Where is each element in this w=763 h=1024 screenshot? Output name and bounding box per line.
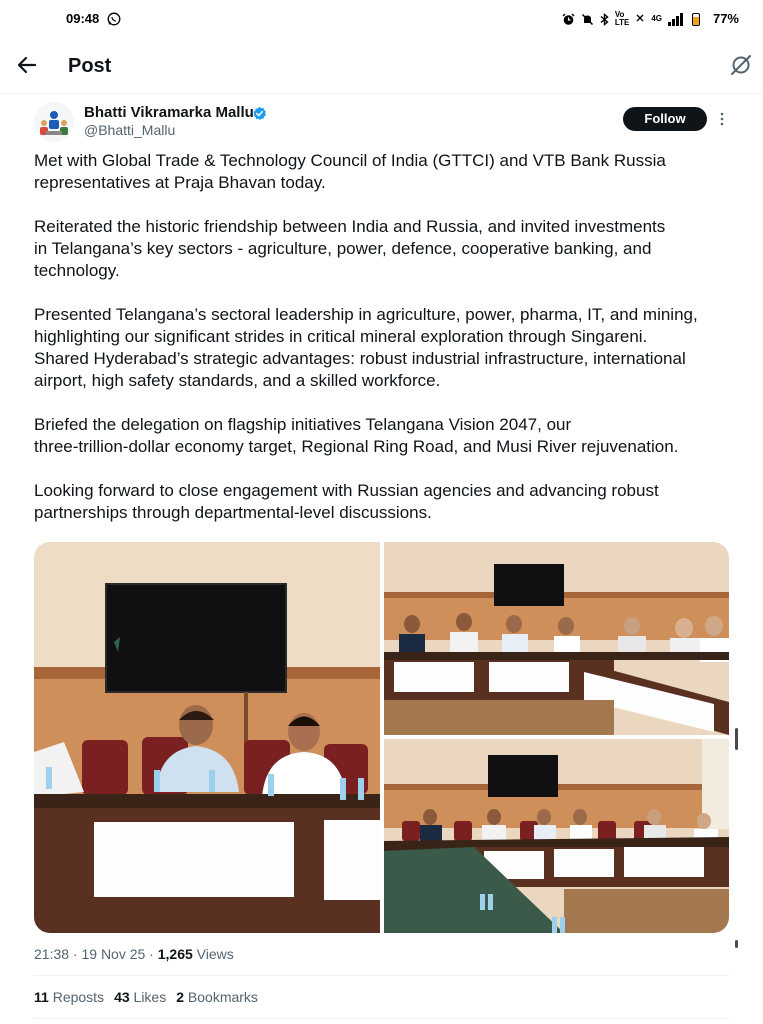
signal-icon bbox=[668, 13, 683, 26]
grok-icon[interactable] bbox=[729, 53, 753, 77]
page-title: Post bbox=[68, 55, 112, 77]
post-text bbox=[34, 150, 734, 546]
post-paragraph: Reiterated the historic friendship between India and Russia, and invited investments in Telangana’s key sectors - agriculture, power, defence, cooperative banking, and technology. bbox=[34, 217, 666, 280]
battery-percent: 77% bbox=[712, 11, 739, 26]
status-time: 09:48 bbox=[66, 11, 100, 26]
bookmarks-count: 2 bbox=[176, 989, 185, 1005]
divider bbox=[34, 1018, 729, 1019]
bookmarks-stat[interactable] bbox=[176, 989, 258, 1005]
back-arrow-icon[interactable] bbox=[14, 52, 40, 78]
post-timestamp[interactable]: 21:38 · 19 Nov 25 · bbox=[34, 946, 158, 962]
media-photo-3[interactable] bbox=[384, 739, 729, 933]
whatsapp-icon bbox=[107, 12, 121, 26]
battery-fill bbox=[693, 17, 699, 25]
mute-icon bbox=[581, 13, 594, 26]
likes-count: 43 bbox=[114, 989, 130, 1005]
network-gen-label: 4G bbox=[651, 14, 662, 23]
likes-stat[interactable] bbox=[114, 989, 166, 1005]
top-bar bbox=[0, 38, 763, 94]
battery-icon bbox=[692, 13, 700, 26]
volte-label: Vo LTE bbox=[614, 10, 630, 27]
views-count: 1,265 bbox=[157, 946, 193, 962]
likes-label: Likes bbox=[129, 989, 167, 1005]
author-handle[interactable]: @Bhatti_Mallu bbox=[84, 122, 176, 138]
status-icons bbox=[562, 11, 683, 27]
media-grid bbox=[34, 542, 729, 933]
scrollbar-thumb[interactable] bbox=[735, 728, 738, 750]
reposts-label: Reposts bbox=[48, 989, 105, 1005]
verified-badge-icon bbox=[252, 106, 267, 121]
alarm-icon bbox=[562, 13, 575, 26]
author-name[interactable]: Bhatti Vikramarka Mallu bbox=[84, 104, 254, 121]
media-photo-1[interactable] bbox=[34, 542, 380, 933]
post-paragraph: Presented Telangana’s sectoral leadership in agriculture, power, pharma, IT, and mining, highlighting our significant strides in critical mineral exploration through Singareni. Shared Hyderabad’s strategic advantages: robust industrial infrastructure, international airport, high safety standards, and a skilled workforce. bbox=[34, 305, 698, 390]
scrollbar-marker bbox=[735, 940, 738, 948]
post-paragraph: Looking forward to close engagement with Russian agencies and advancing robust partnerships through departmental-level discussions. bbox=[34, 481, 659, 522]
avatar[interactable] bbox=[34, 102, 74, 142]
status-bar bbox=[0, 0, 763, 38]
reposts-stat[interactable] bbox=[34, 989, 104, 1005]
post-stats bbox=[34, 989, 258, 1005]
media-photo-2[interactable] bbox=[384, 542, 729, 735]
bluetooth-icon bbox=[600, 13, 609, 26]
reposts-count: 11 bbox=[34, 989, 49, 1005]
divider bbox=[34, 975, 729, 976]
wifi-off-icon bbox=[635, 13, 645, 26]
post-paragraph: Met with Global Trade & Technology Council of India (GTTCI) and VTB Bank Russia representatives at Praja Bhavan today. bbox=[34, 151, 666, 192]
more-options-icon[interactable] bbox=[716, 110, 728, 128]
bookmarks-label: Bookmarks bbox=[184, 989, 258, 1005]
follow-button[interactable]: Follow bbox=[623, 107, 707, 131]
post-meta bbox=[34, 946, 234, 962]
views-label: Views bbox=[192, 946, 234, 962]
post-paragraph: Briefed the delegation on flagship initiatives Telangana Vision 2047, our three-trillion-dollar economy target, Regional Ring Road, and Musi River rejuvenation. bbox=[34, 415, 679, 456]
avatar-image bbox=[34, 102, 74, 142]
